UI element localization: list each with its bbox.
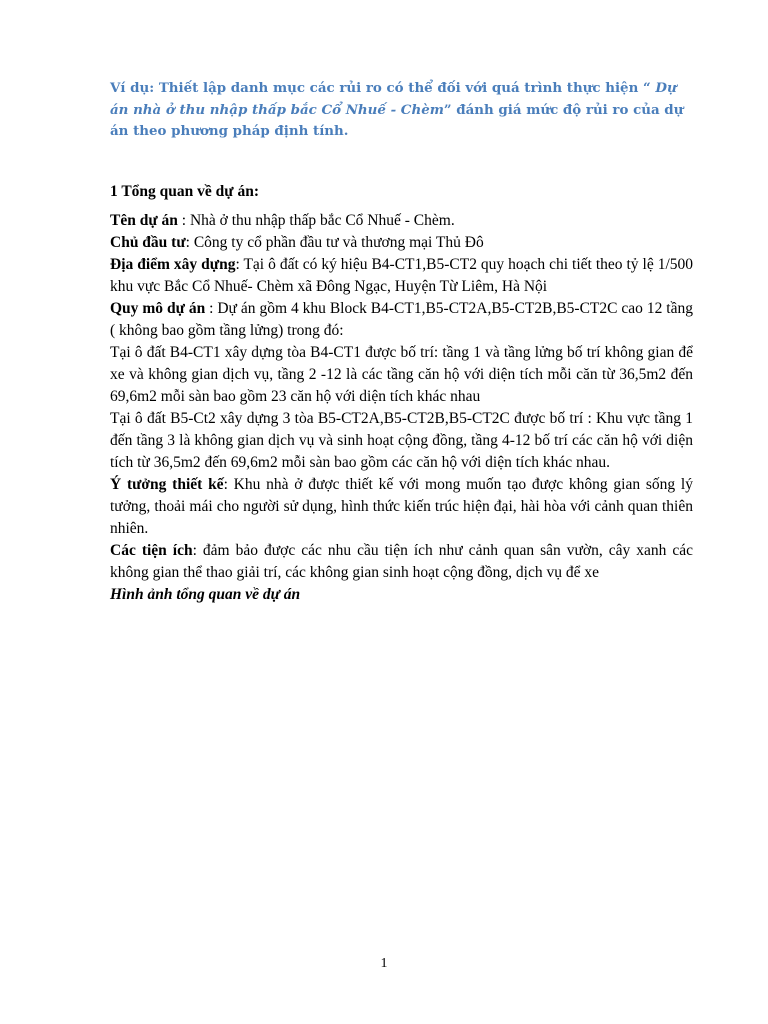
document-page [110, 78, 693, 606]
design-idea-paragraph [110, 474, 693, 540]
field-label: Tên dự án [110, 211, 178, 229]
field-text: : Tại ô đất có ký hiệu B4-CT1,B5-CT2 quy hoạch chi tiết theo tỷ lệ 1/500 khu vực Bắc Cổ Nhuế- Chèm xã Đông Ngạc, Huyện Từ Liêm, Hà Nội [110, 255, 694, 295]
amenities-paragraph [110, 540, 693, 584]
field-scale [110, 298, 693, 342]
field-project-name [110, 210, 693, 232]
field-text: : Nhà ở thu nhập thấp bắc Cổ Nhuế - Chèm. [177, 211, 455, 229]
amenities-label: Các tiện ích [110, 541, 193, 559]
design-idea-text: : Khu nhà ở được thiết kế với mong muốn tạo được không gian sống lý tưởng, thoải mái cho người sử dụng, hình thức kiến trúc hiện đại, hài hòa với cảnh quan thiên nhiên. [110, 475, 693, 537]
page-number: 1 [380, 956, 388, 971]
plot-b4-paragraph: Tại ô đất B4-CT1 xây dựng tòa B4-CT1 được bố trí: tầng 1 và tầng lửng bố trí không gian để xe và không gian dịch vụ, tầng 2 -12 là các tầng căn hộ với diện tích mỗi căn từ 36,5m2 đến 69,6m2 mỗi sàn bao gồm 23 căn hộ với diện tích khác nhau [110, 343, 693, 405]
design-idea-label: Ý tưởng thiết kế [110, 475, 224, 493]
intro-paragraph [110, 78, 693, 143]
intro-project-name: Dự án nhà ở thu nhập thấp bắc Cổ Nhuế - Chèm [110, 80, 677, 118]
field-text: : Dự án gồm 4 khu Block B4-CT1,B5-CT2A,B5-CT2B,B5-CT2C cao 12 tầng ( không bao gồm tầng lửng) trong đó: [110, 299, 693, 339]
field-label: Chủ đầu tư [110, 233, 186, 251]
field-label: Quy mô dự án [110, 299, 206, 317]
field-investor [110, 232, 693, 254]
amenities-text: : đảm bảo được các nhu cầu tiện ích như cảnh quan sân vườn, cây xanh các không gian thể thao giải trí, các không gian sinh hoạt cộng đồng, dịch vụ để xe [110, 541, 693, 581]
field-label: Địa điểm xây dựng [110, 255, 236, 273]
plot-b5-paragraph: Tại ô đất B5-Ct2 xây dựng 3 tòa B5-CT2A,B5-CT2B,B5-CT2C được bố trí : Khu vực tầng 1 đến tầng 3 là không gian dịch vụ và sinh hoạt cộng đồng, tầng 4-12 bố trí các căn hộ với diện tích từ 36,5m2 đến 69,6m2 mỗi sàn bao gồm các căn hộ với diện tích khác nhau. [110, 409, 693, 471]
field-text: : Công ty cổ phần đầu tư và thương mại Thủ Đô [185, 233, 484, 251]
image-caption: Hình ảnh tổng quan về dự án [110, 585, 301, 603]
intro-part1: Ví dụ: Thiết lập danh mục các rủi ro có thể đối với quá trình thực hiện “ [110, 80, 656, 96]
field-location [110, 254, 693, 298]
intro-part2: ” đánh giá mức độ rủi ro của dự án theo phương pháp định tính. [110, 101, 684, 139]
section-heading: 1 Tổng quan về dự án: [110, 182, 259, 200]
